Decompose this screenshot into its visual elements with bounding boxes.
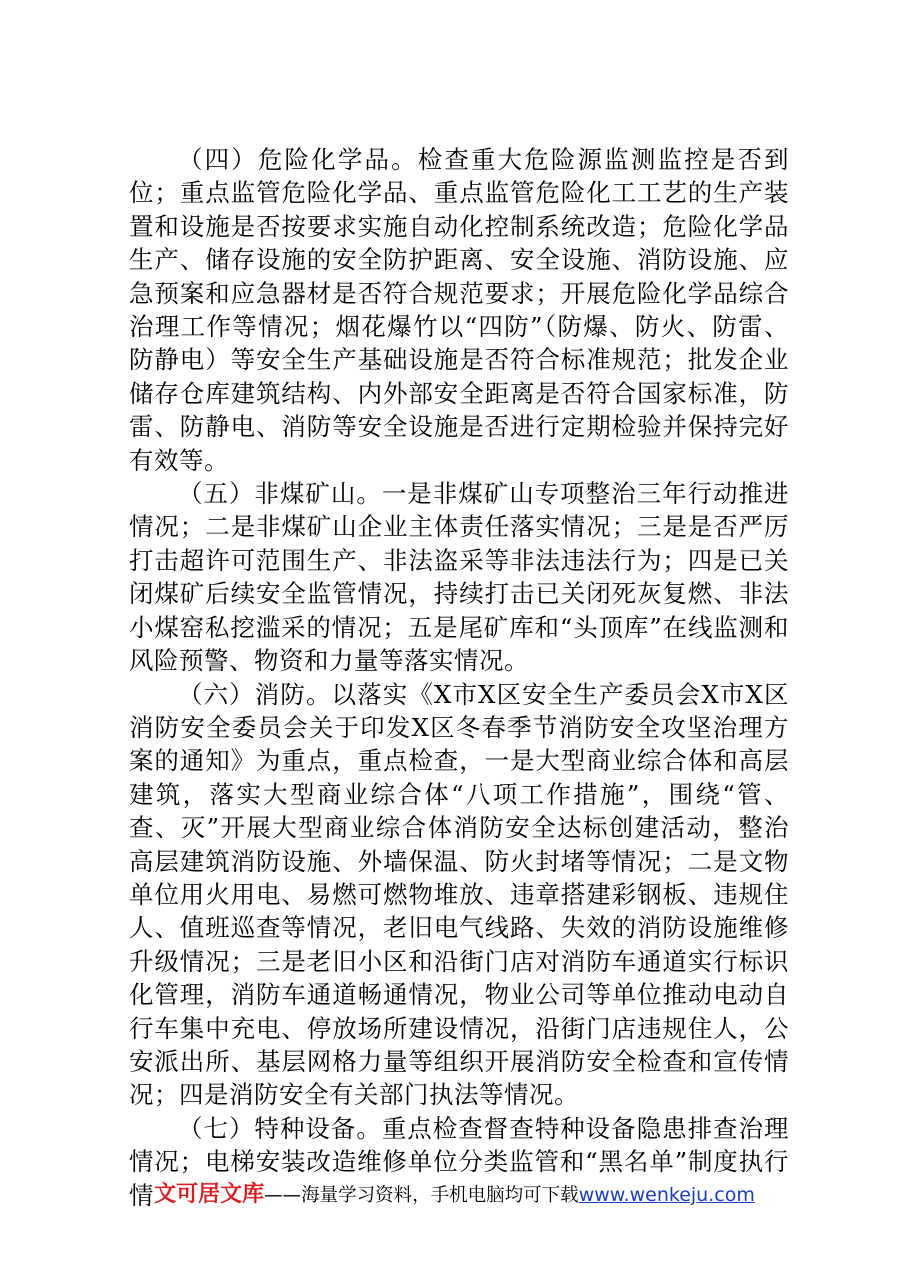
paragraph-special-equipment: （七）特种设备。重点检查督查特种设备隐患排查治理情况；电梯安装改造维修单位分类监管和“黑名单”制度执行情	[129, 1113, 789, 1210]
document-body	[129, 143, 789, 1212]
paragraph-hazardous-chemicals: （四）危险化学品。检查重大危险源监测监控是否到位；重点监管危险化学品、重点监管危险化工工艺的生产装置和设施是否按要求实施自动化控制系统改造；危险化学品生产、储存设施的安全防护距离、安全设施、消防设施、应急预案和应急器材是否符合规范要求；开展危险化学品综合治理工作等情况；烟花爆竹以“四防”（防爆、防火、防雷、防静电）等安全生产基础设施是否符合标准规范；批发企业储存仓库建筑结构、内外部安全距离是否符合国家标准，防雷、防静电、消防等安全设施是否进行定期检验并保持完好有效等。	[129, 145, 789, 475]
paragraph-non-coal-mines: （五）非煤矿山。一是非煤矿山专项整治三年行动推进情况；二是非煤矿山企业主体责任落实情况；三是是否严厉打击超许可范围生产、非法盗采等非法违法行为；四是已关闭煤矿后续安全监管情况，持续打击已关闭死灰复燃、非法小煤窑私挖滥采的情况；五是尾矿库和“头顶库”在线监测和风险预警、物资和力量等落实情况。	[129, 479, 789, 676]
footer-banner	[0, 1180, 909, 1211]
footer-slogan: ——海量学习资料，手机电脑均可下载	[264, 1185, 579, 1206]
footer-site-link[interactable]: www.wenkeju.com	[578, 1184, 755, 1206]
paragraph-fire-safety: （六）消防。以落实《X市X区安全生产委员会X市X区消防安全委员会关于印发X区冬春季节消防安全攻坚治理方案的通知》为重点，重点检查，一是大型商业综合体和高层建筑，落实大型商业综合体“八项工作措施”，围绕“管、查、灭”开展大型商业综合体消防安全达标创建活动，整治高层建筑消防设施、外墙保温、防火封堵等情况；二是文物单位用火用电、易燃可燃物堆放、违章搭建彩钢板、违规住人、值班巡查等情况，老旧电气线路、失效的消防设施维修升级情况；三是老旧小区和沿街门店对消防车通道实行标识化管理，消防车通道畅通情况，物业公司等单位推动电动自行车集中充电、停放场所建设情况，沿街门店违规住人，公安派出所、基层网格力量等组织开展消防安全检查和宣传情况；四是消防安全有关部门执法等情况。	[129, 679, 789, 1110]
footer-brand: 文可居文库	[154, 1182, 265, 1207]
